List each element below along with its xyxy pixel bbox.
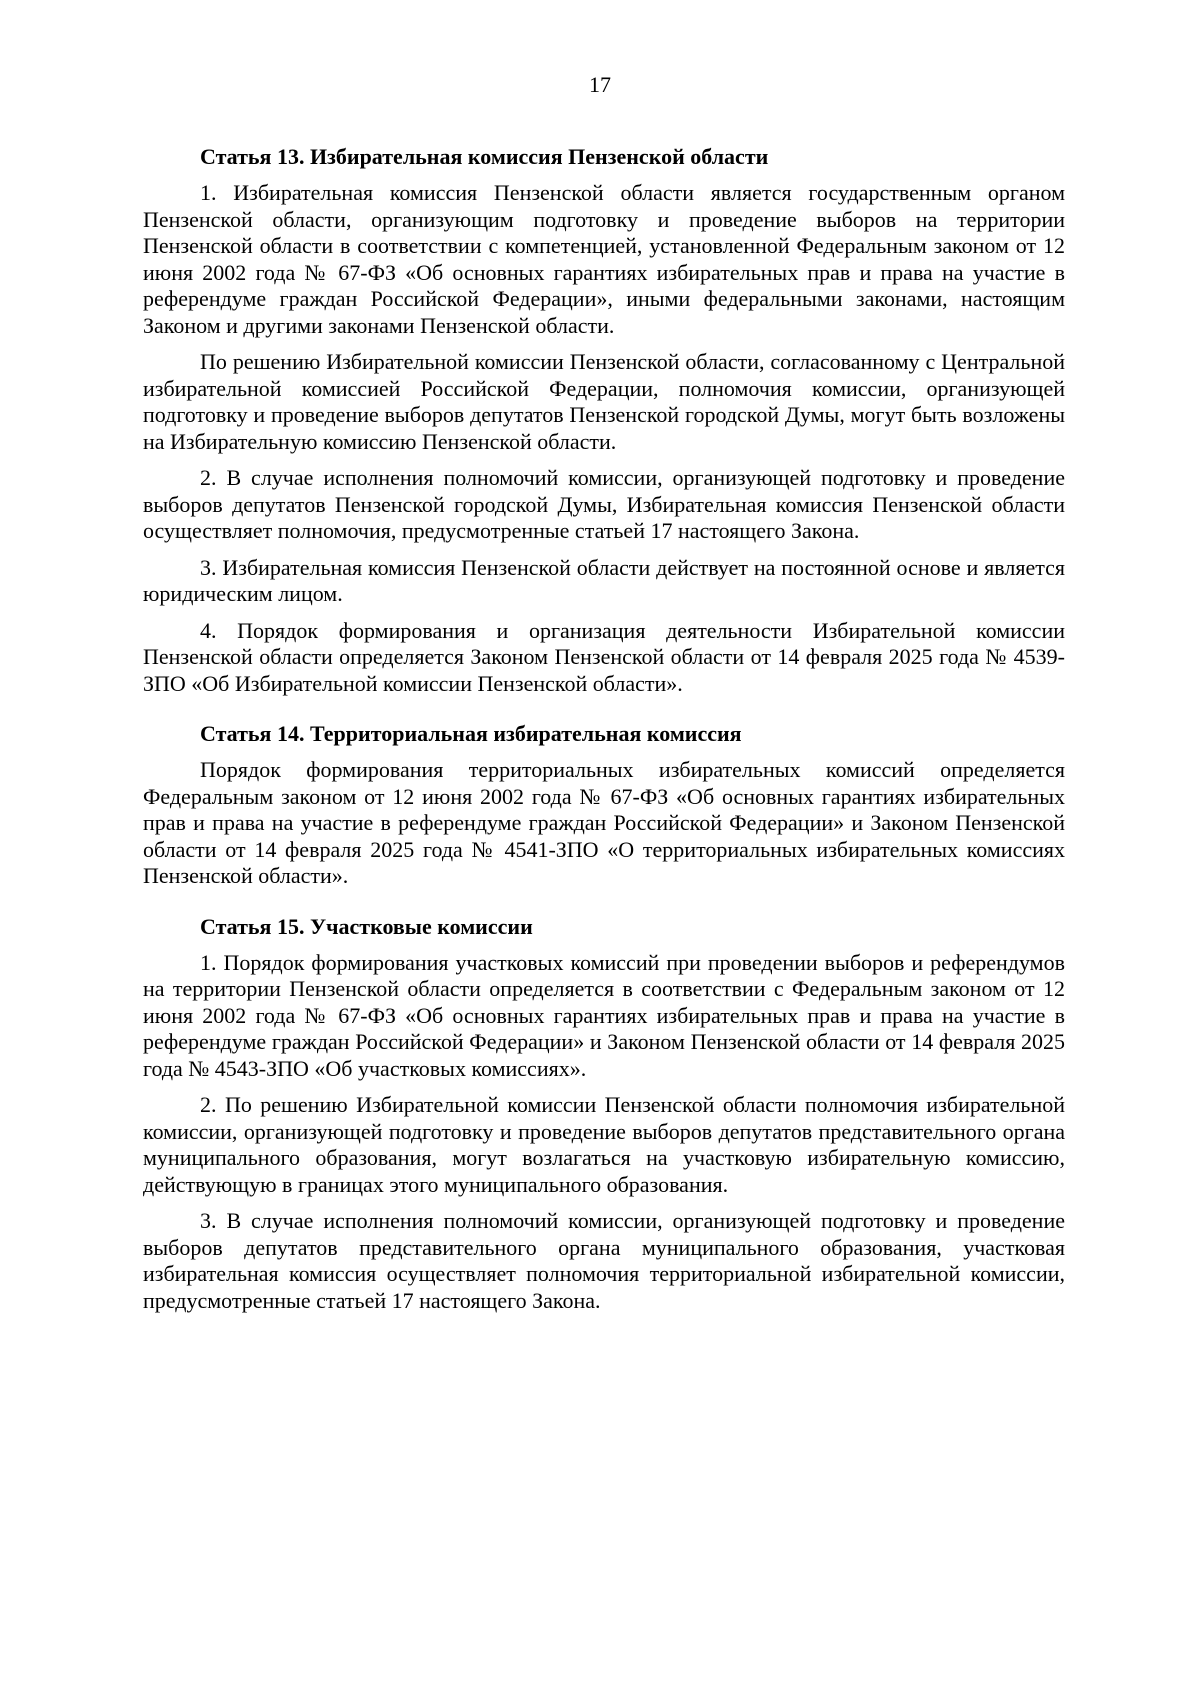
article-13 [143, 142, 1065, 697]
article-title: Статья 15. Участковые комиссии [200, 913, 533, 939]
paragraph: 2. В случае исполнения полномочий комиссии, организующей подготовку и проведение выборов депутатов Пензенской городской Думы, Избирательная комиссия Пензенской области осуществляет полномочия, предусмотренные статьей 17 настоящего Закона. [143, 465, 1065, 543]
document-body [143, 142, 1065, 1314]
article-14 [143, 719, 1065, 890]
article-title: Статья 13. Избирательная комиссия Пензенской области [200, 144, 769, 169]
paragraph: 3. Избирательная комиссия Пензенской области действует на постоянной основе и является юридическим лицом. [143, 554, 1065, 606]
article-title: Статья 14. Территориальная избирательная комиссия [200, 721, 742, 746]
paragraph: 4. Порядок формирования и организация деятельности Избирательной комиссии Пензенской области определяется Законом Пензенской области от 14 февраля 2025 года № 4539-ЗПО «Об Избирательной комиссии Пензенской области». [143, 617, 1065, 696]
paragraph: 2. По решению Избирательной комиссии Пензенской области полномочия избирательной комиссии, организующей подготовку и проведение выборов депутатов представительного органа муниципального образования, могут возлагаться на участковую избирательную комиссию, действующую в границах этого муниципального образования. [143, 1092, 1065, 1197]
paragraph: 3. В случае исполнения полномочий комиссии, организующей подготовку и проведение выборов депутатов представительного органа муниципального образования, участковая избирательная комиссия осуществляет полномочия территориальной избирательной комиссии, предусмотренные статьей 17 настоящего Закона. [143, 1208, 1065, 1313]
paragraph: По решению Избирательной комиссии Пензенской области, согласованному с Центральной избирательной комиссией Российской Федерации, полномочия комиссии, организующей подготовку и проведение выборов депутатов Пензенской городской Думы, могут быть возложены на Избирательную комиссию Пензенской области. [143, 349, 1065, 454]
paragraph: Порядок формирования территориальных избирательных комиссий определяется Федеральным законом от 12 июня 2002 года № 67-ФЗ «Об основных гарантиях избирательных прав и права на участие в референдуме граждан Российской Федерации» и Законом Пензенской области от 14 февраля 2025 года № 4541-ЗПО «О территориальных избирательных комиссиях Пензенской области». [143, 757, 1065, 888]
paragraph: 1. Порядок формирования участковых комиссий при проведении выборов и референдумов на территории Пензенской области определяется в соответствии с Федеральным законом от 12 июня 2002 года № 67-ФЗ «Об основных гарантиях избирательных прав и права на участие в референдуме граждан Российской Федерации» и Законом Пензенской области от 14 февраля 2025 года № 4543-ЗПО «Об участковых комиссиях». [143, 949, 1065, 1081]
page-number: 17 [589, 72, 611, 97]
article-15 [143, 912, 1065, 1315]
paragraph: 1. Избирательная комиссия Пензенской области является государственным органом Пензенской области, организующим подготовку и проведение выборов на территории Пензенской области в соответствии с компетенцией, установленной Федеральным законом от 12 июня 2002 года № 67-ФЗ «Об основных гарантиях избирательных прав и права на участие в референдуме граждан Российской Федерации», иными федеральными законами, настоящим Законом и другими законами Пензенской области. [143, 180, 1065, 338]
